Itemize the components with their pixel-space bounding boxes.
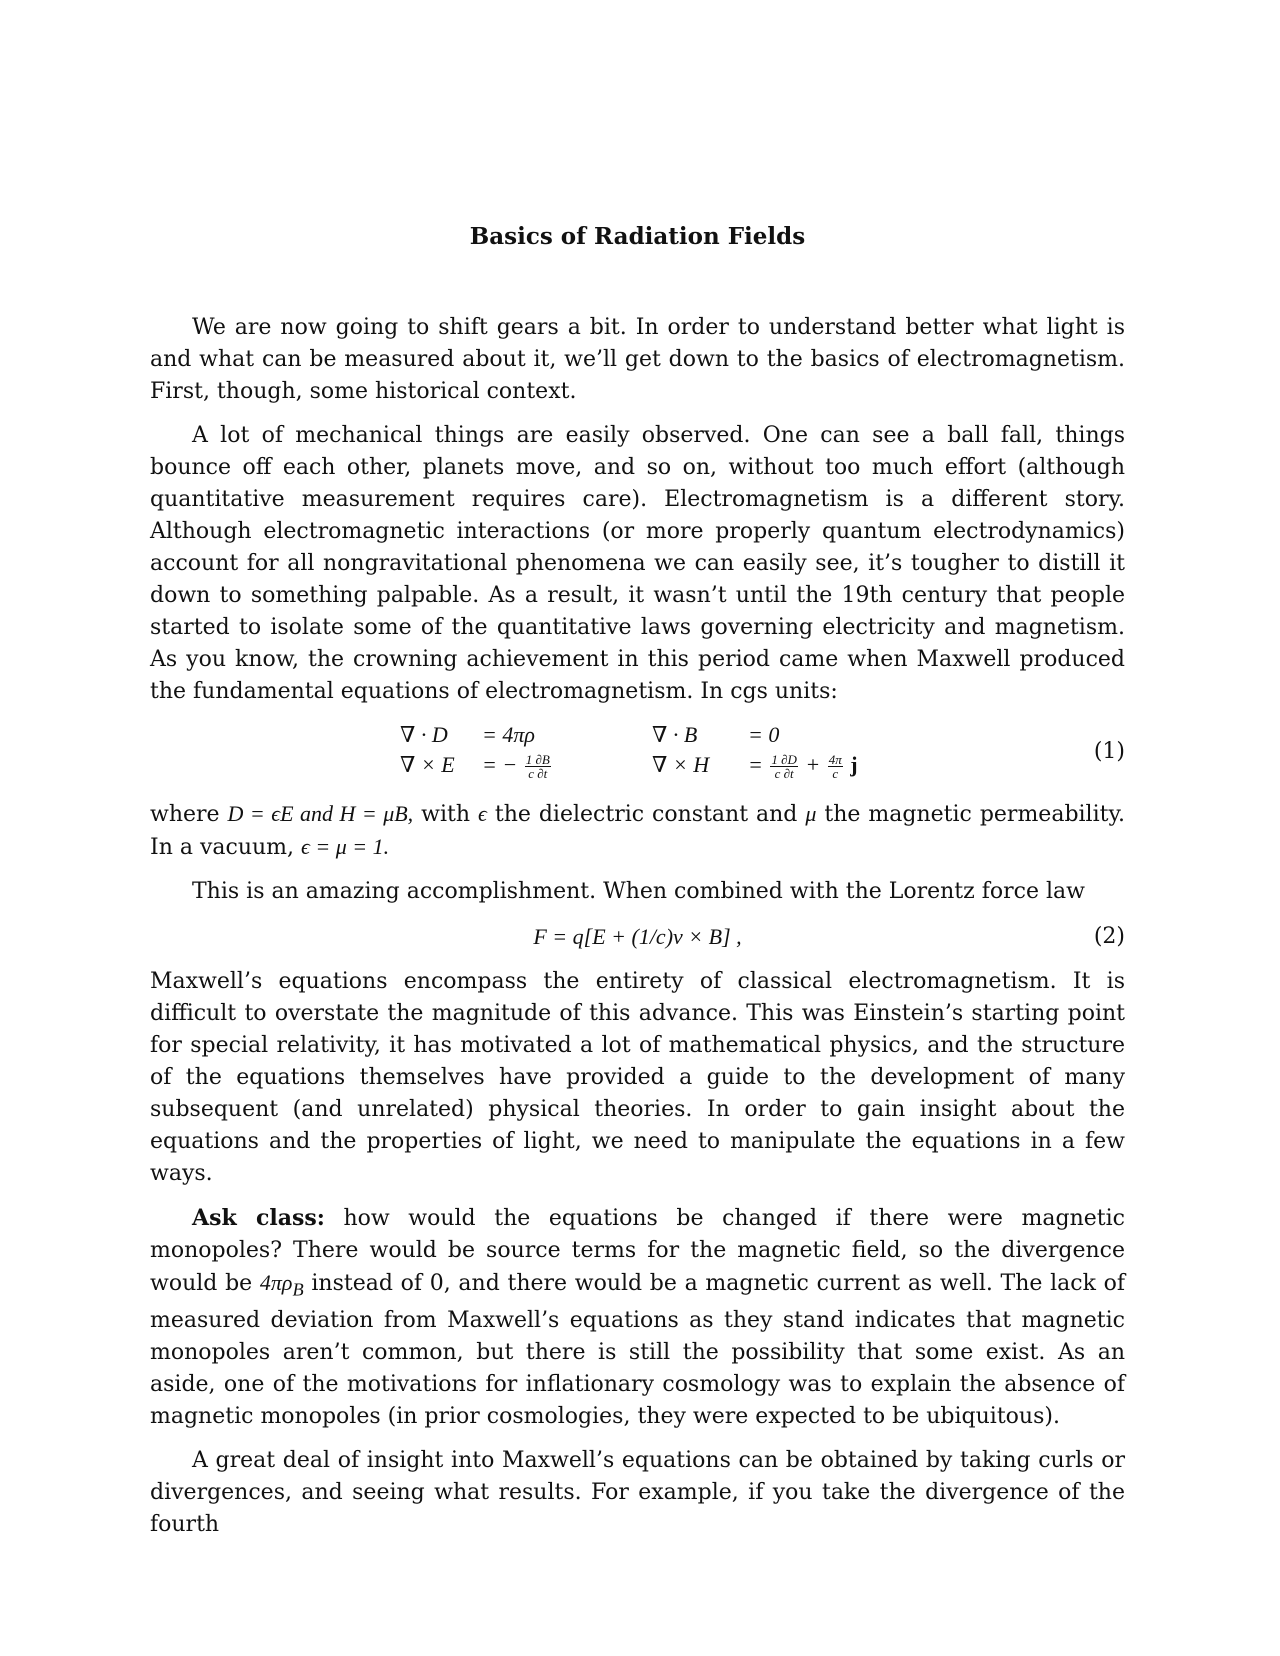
equation-1: [150, 720, 1125, 790]
maxwell-equations: [400, 720, 918, 786]
frac-den: c ∂t: [528, 766, 548, 782]
eq1-frac-4pi-c: [828, 753, 843, 780]
ask-class-label: Ask class:: [192, 1205, 325, 1231]
p6-term: 4πρ: [259, 1270, 293, 1295]
frac-den: c: [832, 766, 839, 782]
p3-text-b: with: [413, 802, 478, 827]
frac-num: 1 ∂B: [525, 752, 550, 768]
frac-den: c ∂t: [774, 766, 794, 782]
paragraph-1: We are now going to shift gears a bit. In order to understand better what light is and what can be measured about it, we’ll get down to the basics of electromagnetism. First, though, some historical context.: [150, 315, 1125, 404]
eq1-row2-left1: ∇ × E: [400, 752, 455, 777]
p3-math-vacuum: ϵ = μ = 1.: [301, 834, 390, 859]
equation-2-number: (2): [1093, 924, 1125, 949]
eq1-row2-left2: ∇ × H: [652, 752, 710, 777]
equation-2: [150, 920, 1125, 956]
eq1-row1-right2: = 0: [748, 722, 780, 747]
document-page: [150, 0, 1125, 1656]
p3-math-relations: D = ϵE and H = μB,: [227, 801, 414, 826]
p6-math-term: [259, 1270, 304, 1300]
eq1-row2-right2: [748, 750, 918, 786]
eq1-r2-r2-j: j: [850, 752, 858, 777]
p3-text-c: the dielectric constant and: [486, 802, 806, 827]
eq1-r2-r2-pre: =: [748, 752, 763, 777]
eq1-r2-r1-pre: = −: [482, 752, 518, 777]
paragraph-3: [150, 798, 1125, 864]
body-text: [150, 312, 1125, 1553]
eq1-row1-left2: ∇ · B: [652, 722, 698, 747]
lorentz-force-law: F = q[E + (1/c)v × B] ,: [533, 924, 742, 949]
paragraph-5: Maxwell’s equations encompass the entirety of classical electromagnetism. It is difficult to overstate the magnitude of this advance. This was Einstein’s starting point for special relativity, it has motivated a lot of mathematical physics, and the structure of the equations themselves have provided a guide to the development of many subsequent (and unrelated) physical theories. In order to gain insight about the equations and the properties of light, we need to manipulate the equations in a few ways.: [150, 969, 1125, 1186]
p6-sub: B: [292, 1279, 304, 1300]
eq1-row1-left1: ∇ · D: [400, 722, 448, 747]
eq1-frac-dD: [770, 753, 798, 780]
frac-num: 1 ∂D: [771, 752, 797, 768]
eq1-row2-right1: [482, 750, 652, 786]
p6-text-a: how would the equations be changed if there were magnetic monopoles? There would be source terms for the magnetic field, so the divergence would be: [150, 1206, 1125, 1296]
p6-text-b: instead of 0, and there would be a magnetic current as well. The lack of measured deviation from Maxwell’s equations as they stand indicates that magnetic monopoles aren’t common, but there is still the possibility that some exist. As an aside, one of the motivations for inflationary cosmology was to explain the absence of magnetic monopoles (in prior cosmologies, they were expected to be ubiquitous).: [150, 1271, 1125, 1430]
eq1-row1-right1: = 4πρ: [482, 722, 535, 747]
paragraph-6: [150, 1202, 1125, 1433]
p3-text-a: where: [150, 802, 228, 827]
p3-math-eps: ϵ: [478, 801, 487, 826]
paragraph-2: A lot of mechanical things are easily observed. One can see a ball fall, things bounce off each other, planets move, and so on, without too much effort (although quantitative measurement requires care). Electromagnetism is a different story. Although electromagnetic interactions (or more properly quantum electrodynamics) account for all nongravitational phenomena we can easily see, it’s tougher to distill it down to something palpable. As a result, it wasn’t until the 19th century that people started to isolate some of the quantitative laws governing electricity and magnetism. As you know, the crowning achievement in this period came when Maxwell produced the fundamental equations of electromagnetism. In cgs units:: [150, 423, 1125, 704]
paragraph-4: This is an amazing accomplishment. When combined with the Lorentz force law: [192, 879, 1085, 904]
eq1-r2-r2-plus: +: [805, 752, 821, 777]
page-title: Basics of Radiation Fields: [469, 223, 806, 250]
frac-num: 4π: [828, 752, 842, 768]
paragraph-7: A great deal of insight into Maxwell’s equations can be obtained by taking curls or divergences, and seeing what results. For example, if you take the divergence of the fourth: [150, 1448, 1125, 1538]
eq1-frac-dB: [525, 753, 551, 780]
equation-1-number: (1): [1093, 739, 1125, 764]
p3-math-mu: μ: [805, 801, 817, 826]
p3-text-d: the magnetic permeability. In a vacuum,: [150, 802, 1125, 860]
